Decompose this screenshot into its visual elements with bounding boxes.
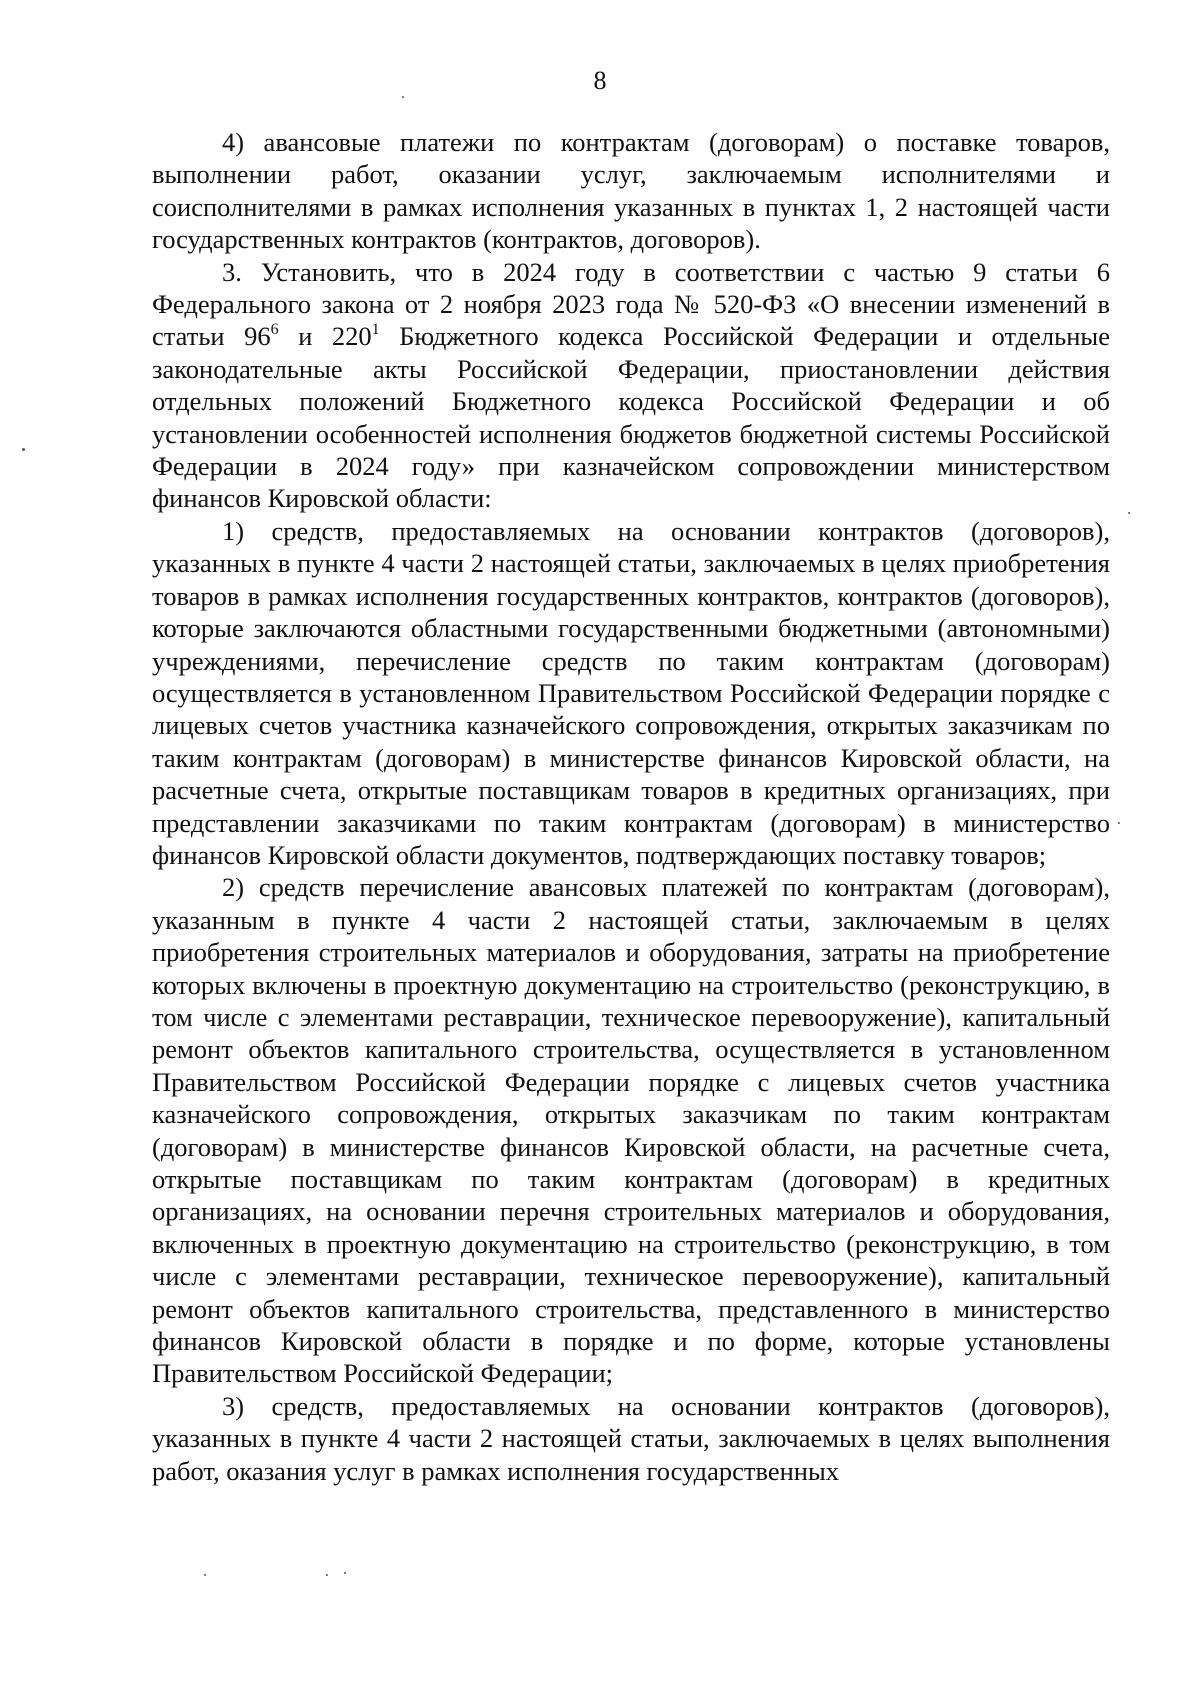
paragraph-section-3-intro: [152, 256, 1110, 515]
document-body: [152, 126, 1110, 1487]
paragraph-text-part: Бюджетного кодекса Российской Федерации и отдельные законодательные акты Российской Федерации, приостановлении действия отдельных положений Бюджетного кодекса Российской Федерации и об установлении особенностей исполнения бюджетов бюджетной системы Российской Федерации в 2024 году» при казначейском сопровождении министерством финансов Кировской области:: [152, 321, 1110, 514]
paragraph-text-part: и 220: [278, 321, 372, 352]
scan-speck: [204, 1574, 206, 1576]
scan-speck: [1128, 512, 1130, 514]
superscript-article-96: 6: [270, 320, 279, 338]
paragraph-item-2-construction: 2) средств перечисление авансовых платежей по контрактам (договорам), указанным в пункте 4 части 2 настоящей статьи, заключаемым в целях приобретения строительных материалов и оборудования, затраты на приобретение которых включены в проектную документацию на строительство (реконструкцию, в том числе с элементами реставрации, техническое перевооружение), капитальный ремонт объектов капитального строительства, осуществляется в установленном Правительством Российской Федерации порядке с лицевых счетов участника казначейского сопровождения, открытых заказчикам по таким контрактам (договорам) в министерстве финансов Кировской области, на расчетные счета, открытые поставщикам по таким контрактам (договорам) в кредитных организациях, на основании перечня строительных материалов и оборудования, включенных в проектную документацию на строительство (реконструкцию, в том числе с элементами реставрации, техническое перевооружение), капитальный ремонт объектов капитального строительства, представленного в министерство финансов Кировской области в порядке и по форме, которые установлены Правительством Российской Федерации;: [152, 872, 1110, 1389]
scan-speck: [22, 448, 25, 451]
paragraph-item-3-works-services: 3) средств, предоставляемых на основании контрактов (договоров), указанных в пункте 4 части 2 настоящей статьи, заключаемых в целях выполнения работ, оказания услуг в рамках исполнения государственных: [152, 1390, 1110, 1486]
scan-speck: [344, 1572, 346, 1574]
scan-speck: [326, 1574, 328, 1576]
scan-speck: [402, 96, 404, 98]
superscript-article-220: 1: [371, 320, 380, 338]
page-number: 8: [593, 66, 607, 95]
paragraph-text-part: 3. Установить, что в 2024 году в соответствии с частью 9 статьи 6 Федерального закона от 2 ноября 2023 года № 520-ФЗ «О внесении изменений в статьи 96: [152, 256, 1110, 352]
paragraph-item-4-advance-payments: 4) авансовые платежи по контрактам (договорам) о поставке товаров, выполнении работ, оказании услуг, заключаемым исполнителями и соисполнителями в рамках исполнения указанных в пунктах 1, 2 настоящей части государственных контрактов (контрактов, договоров).: [152, 127, 1110, 255]
scan-speck: [1118, 822, 1120, 824]
paragraph-item-1-goods: 1) средств, предоставляемых на основании контрактов (договоров), указанных в пункте 4 части 2 настоящей статьи, заключаемых в целях приобретения товаров в рамках исполнения государственных контрактов, контрактов (договоров), которые заключаются областными государственными бюджетными (автономными) учреждениями, перечисление средств по таким контрактам (договорам) осуществляется в установленном Правительством Российской Федерации порядке с лицевых счетов участника казначейского сопровождения, открытых заказчикам по таким контрактам (договорам) в министерстве финансов Кировской области, на расчетные счета, открытые поставщикам товаров в кредитных организациях, при представлении заказчиками по таким контрактам (договорам) в министерство финансов Кировской области документов, подтверждающих поставку товаров;: [152, 515, 1110, 870]
